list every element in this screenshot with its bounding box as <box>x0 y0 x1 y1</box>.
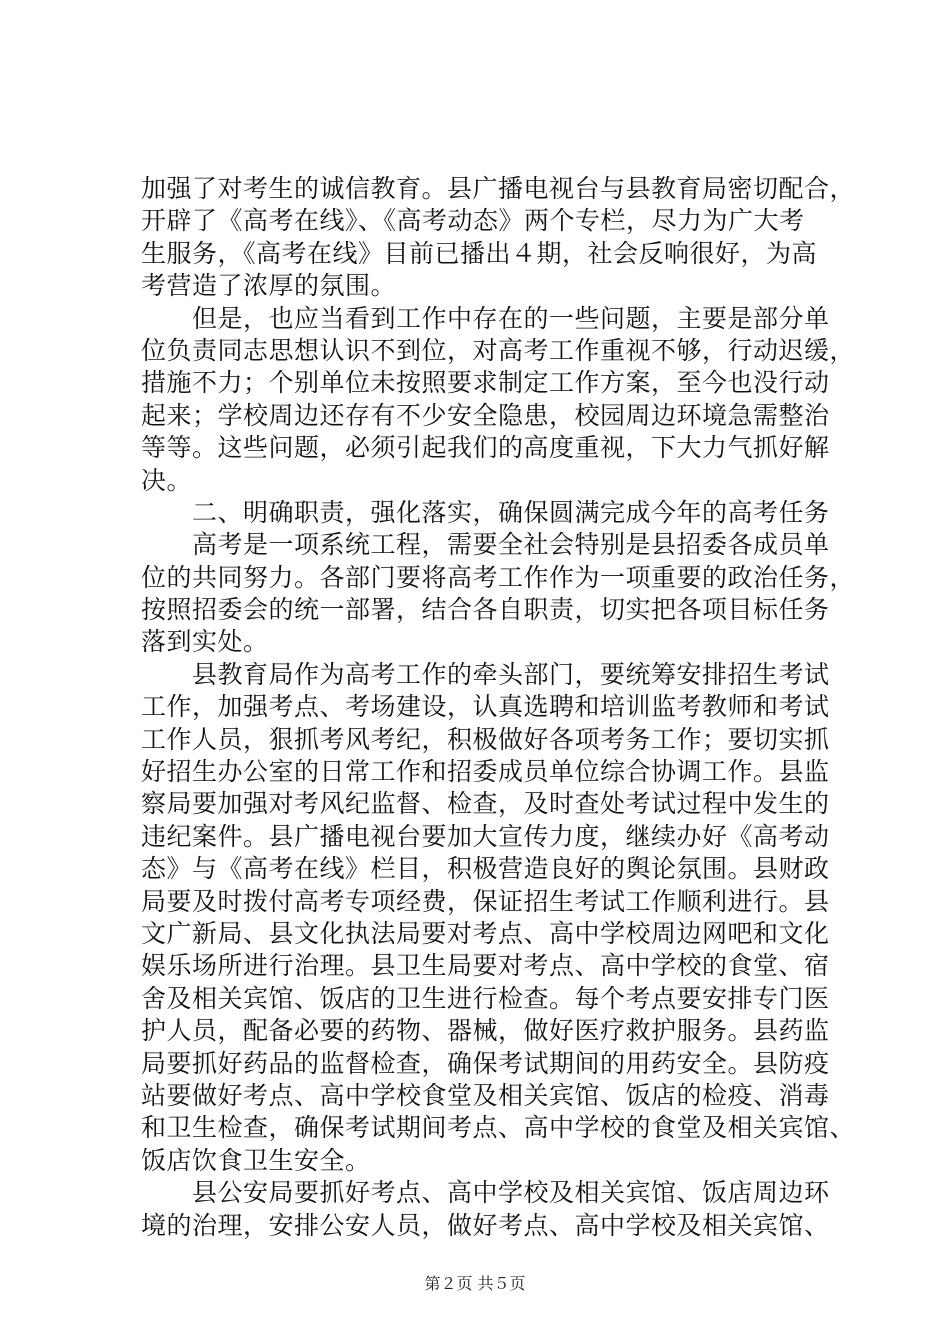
text-line-21: 违纪案件。县广播电视台要加大宣传力度，继续办好《高考动 <box>141 821 830 851</box>
text-line-16: 县教育局作为高考工作的牵头部门，要统筹安排招生考试 <box>141 659 830 689</box>
text-line-23: 局要及时拨付高考专项经费，保证招生考试工作顺利进行。县 <box>141 886 830 916</box>
text-line-10: 决。 <box>141 465 193 495</box>
text-line-30: 和卫生检查，确保考试期间考点、高中学校的食堂及相关宾馆、 <box>141 1113 856 1143</box>
text-line-17: 工作，加强考点、考场建设，认真选聘和培训监考教师和考试 <box>141 692 830 722</box>
text-line-13: 位的共同努力。各部门要将高考工作作为一项重要的政治任务， <box>141 562 856 592</box>
text-line-12: 高考是一项系统工程，需要全社会特别是县招委各成员单 <box>141 530 830 560</box>
text-line-24: 文广新局、县文化执法局要对考点、高中学校周边网吧和文化 <box>141 918 830 948</box>
text-line-26: 舍及相关宾馆、饭店的卫生进行检查。每个考点要安排专门医 <box>141 983 830 1013</box>
text-line-6: 位负责同志思想认识不到位，对高考工作重视不够，行动迟缓， <box>141 335 856 365</box>
text-line-14: 按照招委会的统一部署，结合各自职责，切实把各项目标任务 <box>141 595 830 625</box>
text-line-19: 好招生办公室的日常工作和招委成员单位综合协调工作。县监 <box>141 757 830 787</box>
text-line-29: 站要做好考点、高中学校食堂及相关宾馆、饭店的检疫、消毒 <box>141 1080 830 1110</box>
text-line-33: 境的治理，安排公安人员，做好考点、高中学校及相关宾馆、 <box>141 1210 830 1240</box>
page-number-footer: 第２页 共５页 <box>424 1274 526 1293</box>
text-line-20: 察局要加强对考风纪监督、检查，及时查处考试过程中发生的 <box>141 789 830 819</box>
text-line-31: 饭店饮食卫生安全。 <box>141 1145 371 1175</box>
body-text <box>141 173 856 1242</box>
text-line-27: 护人员，配备必要的药物、器械，做好医疗救护服务。县药监 <box>141 1016 830 1046</box>
text-line-5: 但是，也应当看到工作中存在的一些问题，主要是部分单 <box>141 303 830 333</box>
text-line-8: 起来；学校周边还存有不少安全隐患，校园周边环境急需整治 <box>141 400 830 430</box>
section-heading: 二、明确职责，强化落实，确保圆满完成今年的高考任务 <box>141 497 830 527</box>
text-line-7: 措施不力；个别单位未按照要求制定工作方案，至今也没行动 <box>141 368 830 398</box>
text-line-25: 娱乐场所进行治理。县卫生局要对考点、高中学校的食堂、宿 <box>141 951 830 981</box>
text-line-3: 生服务，《高考在线》目前已播出４期，社会反响很好，为高 <box>141 238 818 268</box>
text-line-22: 态》与《高考在线》栏目，积极营造良好的舆论氛围。县财政 <box>141 854 830 884</box>
text-line-18: 工作人员，狠抓考风考纪，积极做好各项考务工作；要切实抓 <box>141 724 830 754</box>
text-line-1: 加强了对考生的诚信教育。县广播电视台与县教育局密切配合， <box>141 174 856 203</box>
text-line-9: 等等。这些问题，必须引起我们的高度重视，下大力气抓好解 <box>141 433 830 463</box>
text-line-32: 县公安局要抓好考点、高中学校及相关宾馆、饭店周边环 <box>141 1178 830 1208</box>
text-line-4: 考营造了浓厚的氛围。 <box>141 271 397 301</box>
text-line-2: 开辟了《高考在线》、《高考动态》两个专栏，尽力为广大考 <box>141 206 805 236</box>
text-line-28: 局要抓好药品的监督检查，确保考试期间的用药安全。县防疫 <box>141 1048 830 1078</box>
text-line-15: 落到实处。 <box>141 627 269 657</box>
